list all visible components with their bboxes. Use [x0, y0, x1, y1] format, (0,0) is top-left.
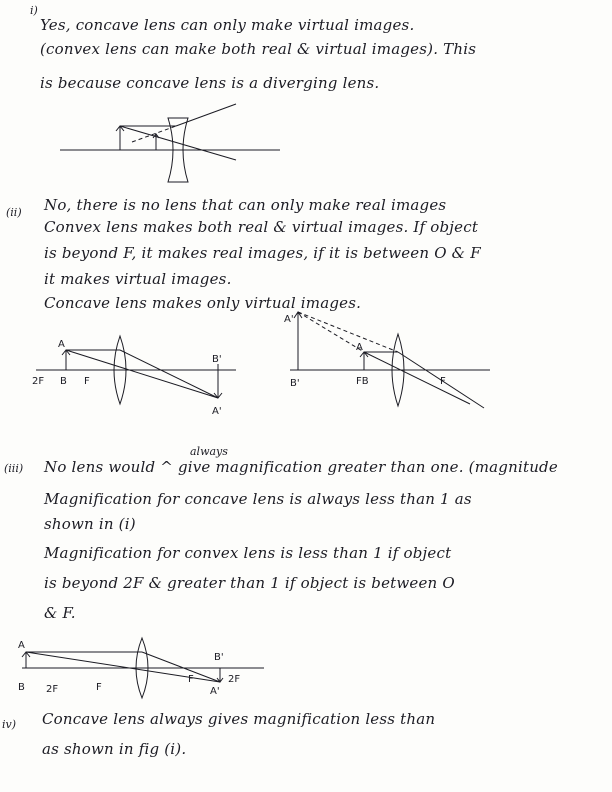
fig-ii-right-label-fb: FB: [356, 376, 369, 387]
fig-iii-label-2f-right: 2F: [228, 674, 241, 685]
section-iii-line-6: & F.: [44, 604, 76, 622]
fig-ii-left-label-a: A: [58, 339, 65, 350]
fig-iii-label-b-prime: B': [214, 652, 224, 663]
fig-iii-label-b: B: [18, 682, 25, 693]
fig-iii-ray-refracted: [142, 652, 220, 682]
section-iii-line-3: shown in (i): [44, 515, 136, 533]
section-iii-insert: always: [190, 445, 228, 458]
section-ii-marker: (ii): [6, 206, 22, 219]
section-iii-marker: (iii): [4, 462, 24, 475]
section-iv-line-2: as shown in fig (i).: [42, 740, 187, 758]
section-i-line-1: Yes, concave lens can only make virtual images.: [40, 16, 415, 34]
fig-iii-label-2f-left: 2F: [46, 684, 59, 695]
fig-ii-right-label-f: F: [440, 376, 446, 387]
fig-iii-label-f-left: F: [96, 682, 102, 693]
fig-iii-label-f-right: F: [188, 674, 194, 685]
fig-ii-left-label-b: B: [60, 376, 67, 387]
fig-ii-left-label-f: F: [84, 376, 90, 387]
section-ii-line-2: Convex lens makes both real & virtual images. If object: [44, 218, 479, 236]
section-iii-line-1: No lens would ^ give magnification greater than one. (magnitude: [44, 458, 558, 476]
fig-ii-right-label-a-prime: A': [284, 314, 294, 325]
section-i-marker: i): [30, 4, 38, 17]
fig-ii-left-label-2f: 2F: [32, 376, 45, 387]
fig-ii-right-label-a: A: [356, 342, 363, 353]
section-iii-line-5: is beyond 2F & greater than 1 if object is between O: [44, 574, 455, 592]
section-ii-line-1: No, there is no lens that can only make real images: [44, 196, 447, 214]
fig-iii-label-a: A: [18, 640, 25, 651]
section-ii-line-4: it makes virtual images.: [44, 270, 232, 288]
section-i-line-2: (convex lens can make both real & virtual images). This: [40, 40, 477, 58]
section-iii-line-4: Magnification for convex lens is less than 1 if object: [44, 544, 452, 562]
section-iv-marker: iv): [2, 718, 17, 731]
section-ii-line-3: is beyond F, it makes real images, if it is between O & F: [44, 244, 481, 262]
section-iii-line-2: Magnification for concave lens is always less than 1 as: [44, 490, 472, 508]
fig-ii-right-label-b-prime: B': [290, 378, 300, 389]
fig-iii-label-a-prime: A': [210, 686, 220, 697]
section-iv-line-1: Concave lens always gives magnification less than: [42, 710, 436, 728]
section-ii-line-5: Concave lens makes only virtual images.: [44, 294, 362, 312]
section-i-line-3: is because concave lens is a diverging lens.: [40, 74, 380, 92]
fig-ii-left-label-b-prime: B': [212, 354, 222, 365]
fig-ii-left-label-a-prime: A': [212, 406, 222, 417]
